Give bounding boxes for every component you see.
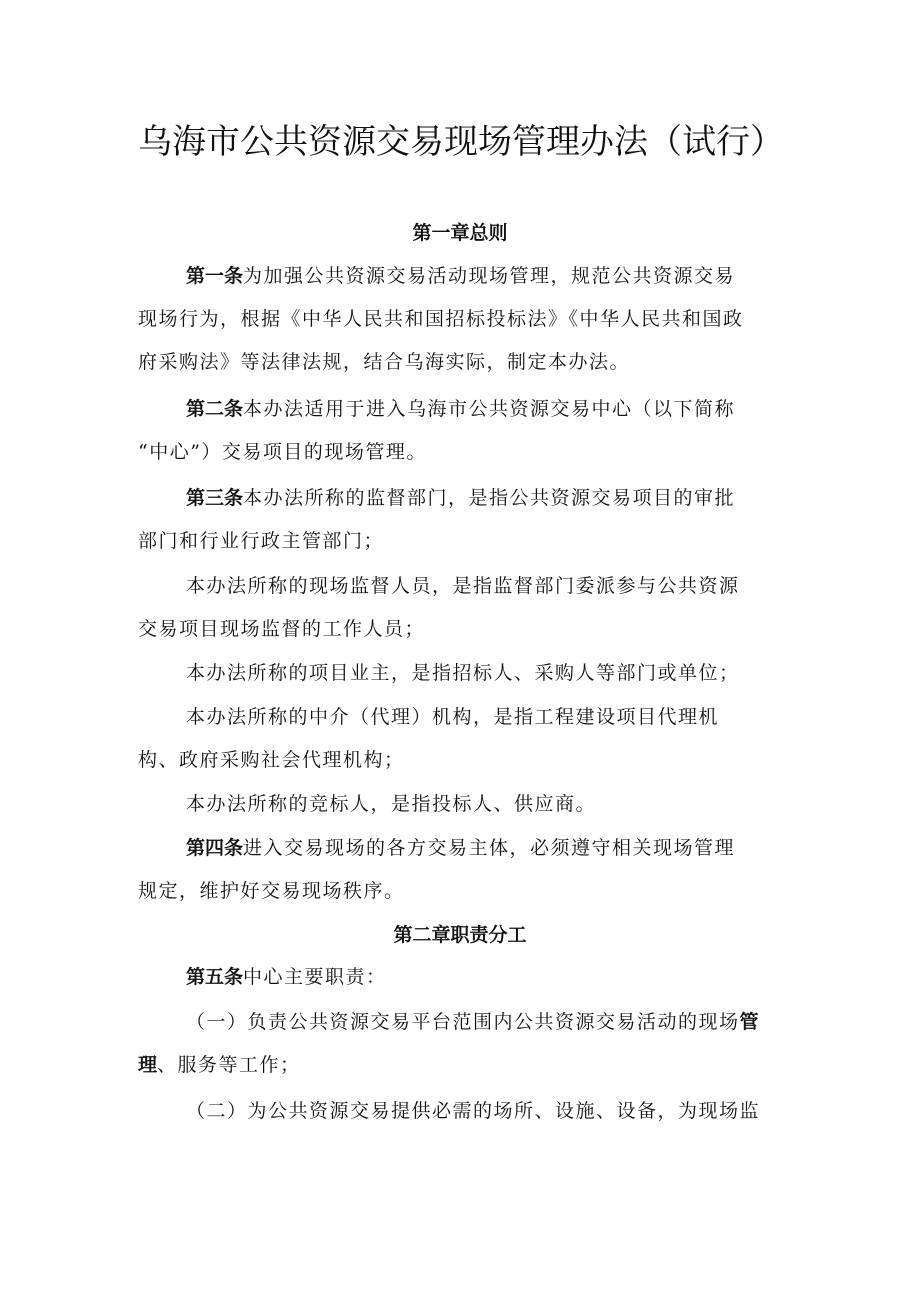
item-2-line-1: （二）为公共资源交易提供必需的场所、设施、设备，为现场监	[186, 1100, 761, 1122]
article-1-line-1	[186, 262, 735, 290]
item-1-bold-char-2: 理	[138, 1054, 158, 1076]
paragraph-owner-line-1: 本办法所称的项目业主，是指招标人、采购人等部门或单位；	[186, 662, 740, 684]
article-1-label: 第一条	[186, 265, 244, 287]
item-1-line-2	[138, 1051, 301, 1079]
article-5-line-1	[186, 963, 387, 991]
article-1-line-3: 府采购法》等法律法规，结合乌海实际，制定本办法。	[138, 351, 631, 373]
article-4-line-2: 规定，维护好交易现场秩序。	[138, 880, 405, 902]
paragraph-bidder-line-1: 本办法所称的竞标人，是指投标人、供应商。	[186, 793, 597, 815]
paragraph-supervisor-line-1: 本办法所称的现场监督人员，是指监督部门委派参与公共资源	[186, 575, 740, 597]
article-4-label: 第四条	[186, 837, 244, 859]
article-2-line-1	[186, 395, 735, 423]
document-title: 乌海市公共资源交易现场管理办法（试行）	[138, 122, 784, 162]
item-1-text: （一）负责公共资源交易平台范围内公共资源交易活动的现场	[186, 1011, 740, 1033]
item-1-line-1	[186, 1008, 759, 1036]
article-2-text: 本办法适用于进入乌海市公共资源交易中心（以下简称	[243, 398, 736, 420]
article-5-text: 中心主要职责：	[243, 966, 387, 988]
paragraph-supervisor-line-2: 交易项目现场监督的工作人员；	[138, 618, 426, 640]
article-5-label: 第五条	[186, 966, 244, 988]
article-3-line-2: 部门和行业行政主管部门；	[138, 530, 385, 552]
article-2-line-2: “中心”）交易项目的现场管理。	[138, 441, 427, 463]
article-3-label: 第三条	[186, 487, 244, 509]
paragraph-agency-line-1: 本办法所称的中介（代理）机构，是指工程建设项目代理机	[186, 706, 720, 728]
chapter-1-heading: 第一章总则	[412, 222, 508, 244]
article-1-line-2: 现场行为，根据《中华人民共和国招标投标法》《中华人民共和国政	[138, 308, 744, 330]
article-4-line-1	[186, 834, 735, 862]
article-2-label: 第二条	[186, 398, 244, 420]
article-3-line-1	[186, 484, 735, 512]
article-4-text: 进入交易现场的各方交易主体，必须遵守相关现场管理	[243, 837, 736, 859]
paragraph-agency-line-2: 构、政府采购社会代理机构；	[138, 749, 405, 771]
chapter-2-heading: 第二章职责分工	[393, 924, 527, 946]
article-3-text: 本办法所称的监督部门，是指公共资源交易项目的审批	[243, 487, 736, 509]
item-1-bold-char: 管	[739, 1011, 759, 1033]
item-1-text-2: 、服务等工作；	[157, 1054, 301, 1076]
article-1-text: 为加强公共资源交易活动现场管理，规范公共资源交易	[243, 265, 736, 287]
